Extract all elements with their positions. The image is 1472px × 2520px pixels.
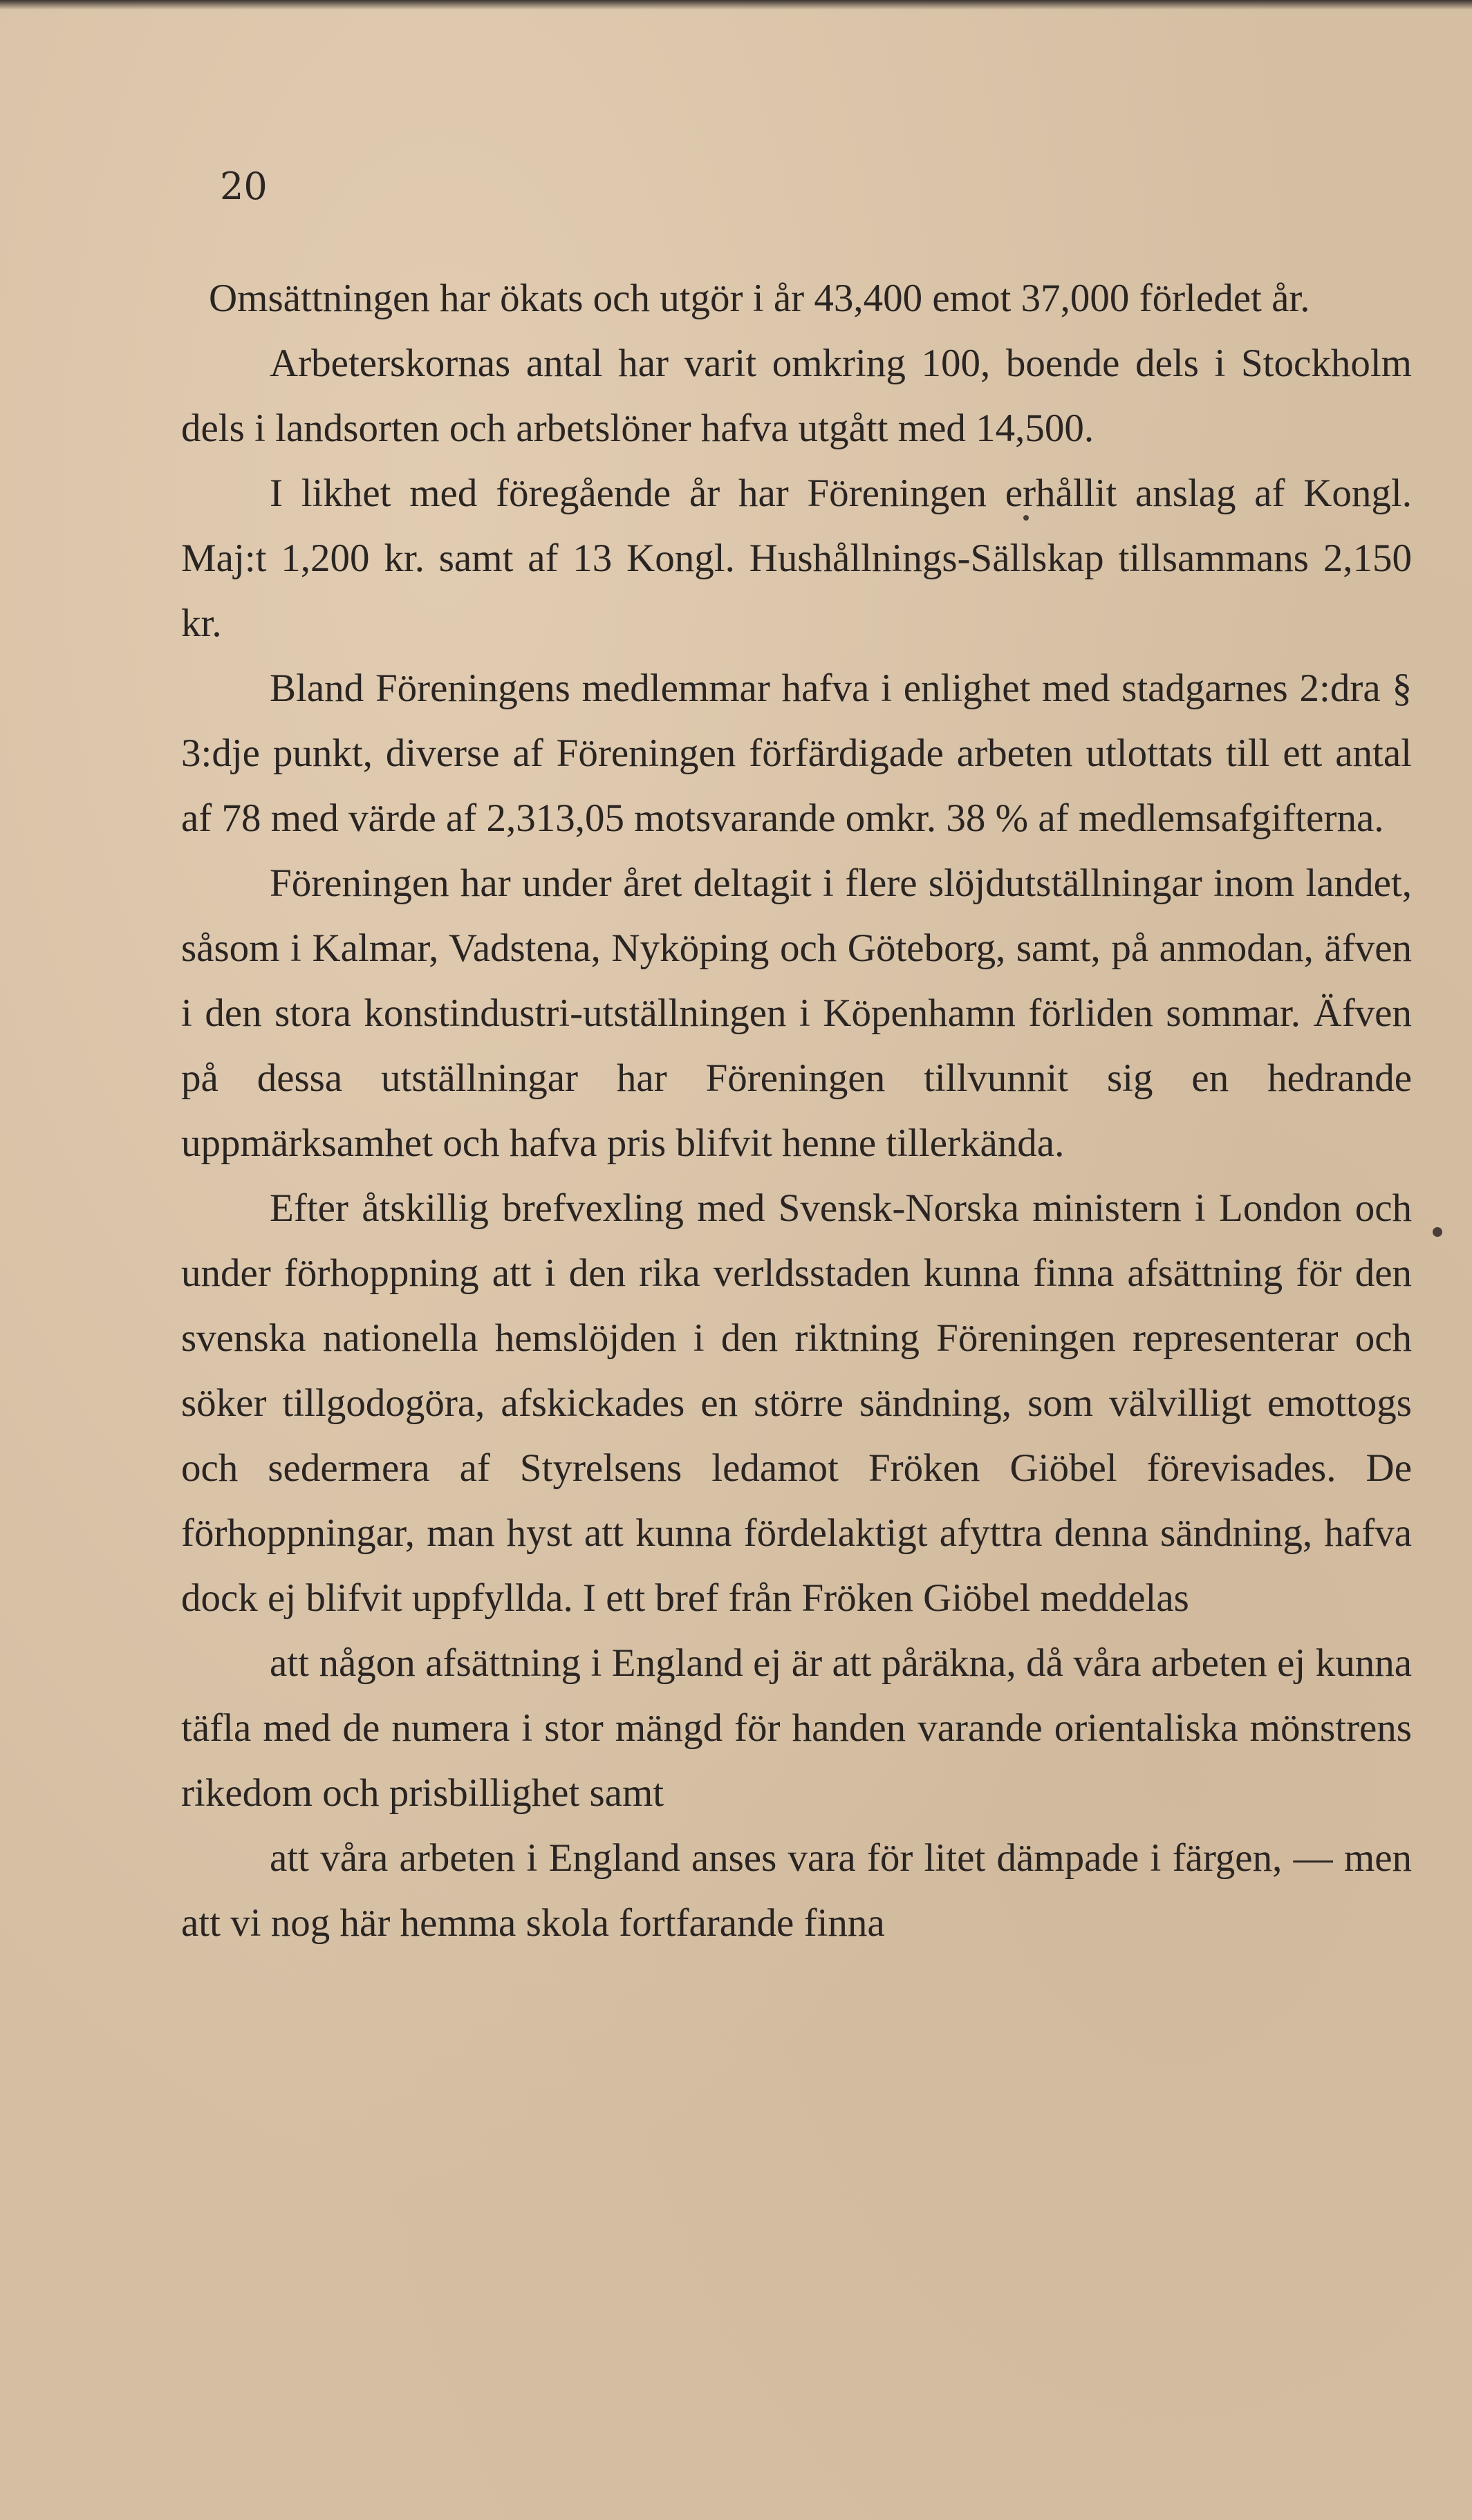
paragraph-lottery: Bland Föreningens medlemmar hafva i enlighet med stadgarnes 2:dra § 3:dje punkt, diverse af Föreningen förfärdigade arbeten utlottats till ett antal af 78 med värde af 2,313,05 motsvarande omkr. 38 % af medlemsafgifterna. bbox=[181, 666, 1412, 840]
ink-speck bbox=[1023, 515, 1029, 521]
body-text bbox=[181, 266, 1412, 1956]
paragraph-turnover: Omsättningen har ökats och utgör i år 43,400 emot 37,000 förledet år. bbox=[209, 277, 1310, 320]
ink-speck bbox=[1433, 1227, 1442, 1237]
page-top-edge bbox=[0, 0, 1472, 10]
paragraph-quote-sales: att någon afsättning i England ej är att påräkna, då våra arbeten ej kunna täfla med de numera i stor mängd för handen varande orientaliska mönstrens rikedom och prisbillighet samt bbox=[181, 1641, 1412, 1815]
paragraph-grants: I likhet med föregående år har Föreningen erhållit anslag af Kongl. Maj:t 1,200 kr. samt af 13 Kongl. Hushållnings-Sällskap tillsammans 2,150 kr. bbox=[181, 472, 1412, 645]
paragraph-quote-colours: att våra arbeten i England anses vara för litet dämpade i färgen, — men att vi nog här hemma skola fortfarande finna bbox=[181, 1836, 1412, 1945]
page-number: 20 bbox=[220, 165, 268, 208]
paragraph-london: Efter åtskillig brefvexling med Svensk-Norska ministern i London och under förhoppning att i den rika verldsstaden kunna finna afsättning för den svenska nationella hemslöjden i den riktning Föreningen representerar och söker tillgodogöra, afskickades en större sändning, som välvilligt emottogs och sedermera af Styrelsens ledamot Fröken Giöbel förevisades. De förhoppningar, man hyst att kunna fördelaktigt afyttra denna sändning, hafva dock ej blifvit uppfyllda. I ett bref från Fröken Giöbel meddelas bbox=[181, 1186, 1412, 1620]
paragraph-workers: Arbeterskornas antal har varit omkring 100, boende dels i Stockholm dels i landsorten och arbetslöner hafva utgått med 14,500. bbox=[181, 342, 1412, 450]
paragraph-exhibitions: Föreningen har under året deltagit i flere slöjdutställningar inom landet, såsom i Kalmar, Vadstena, Nyköping och Göteborg, samt, på anmodan, äfven i den stora konstindustri-utställningen i Köpenhamn förliden sommar. Äfven på dessa utställningar har Föreningen tillvunnit sig en hedrande uppmärksamhet och hafva pris blifvit henne tillerkända. bbox=[181, 861, 1412, 1165]
